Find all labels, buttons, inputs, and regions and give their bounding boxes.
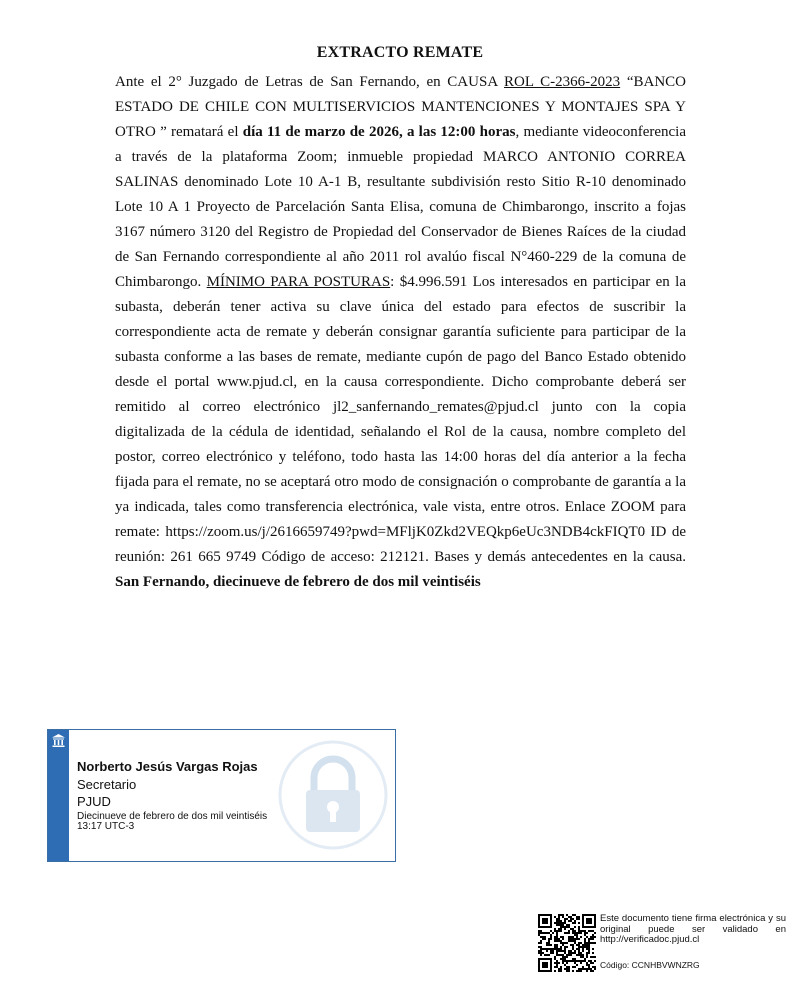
document-body: [115, 70, 686, 595]
minimum-bid-label: MÍNIMO PARA POSTURAS: [206, 274, 391, 290]
lock-icon: [278, 740, 388, 850]
body-conditions: : $4.996.591 Los interesados en participar en la subasta, deberán tener activa su clave única del estado para efectos de suscribir la correspondiente acta de remate y deberán consignar garantía suficiente para participar de la subasta conforme a las bases de remate, mediante cupón de pago del Banco Estado obtenido desde el portal www.pjud.cl, en la causa correspondiente. Dicho comprobante deberá ser remitido al correo electrónico jl2_sanfernando_remates@pjud.cl junto con la copia digitalizada de la cédula de identidad, señalando el Rol de la causa, nombre completo del postor, correo electrónico y teléfono, todo hasta las 14:00 horas del día anterior a la fecha fijada para el remate, no se aceptará otro modo de consignación o comprobante de garantía a la ya indicada, tales como transferencia electrónica, vale vista, entre otros. Enlace ZOOM para remate: https://zoom.us/j/2616659749?pwd=MFljK0Zkd2VEQkp6eUc3NDB4ckFIQT0 ID de reunión: 261 665 9749 Código de acceso: 212121. Bases y demás antecedentes en la causa.: [115, 274, 686, 565]
signature-time: 13:17 UTC-3: [77, 821, 135, 832]
body-intro: Ante el 2° Juzgado de Letras de San Fernando, en CAUSA: [115, 74, 505, 90]
body-property: , mediante videoconferencia a través de la plataforma Zoom; inmueble propiedad MARCO ANTONIO CORREA SALINAS denominado Lote 10 A-1 B, resultante subdivisión resto Sitio R-10 denominado Lote 10 A 1 Proyecto de Parcelación Santa Elisa, comuna de Chimbarongo, inscrito a fojas 3167 número 3120 del Registro de Propiedad del Conservador de Bienes Raíces de la ciudad de San Fernando correspondiente al año 2011 rol avalúo fiscal N°460-229 de la comuna de Chimbarongo.: [115, 124, 686, 290]
signer-organization: PJUD: [77, 794, 111, 809]
document-title: EXTRACTO REMATE: [316, 44, 484, 61]
signature-date: Diecinueve de febrero de dos mil veintiséis: [77, 811, 268, 822]
signer-name: Norberto Jesús Vargas Rojas: [77, 759, 258, 774]
signature-timestamp: [77, 812, 267, 832]
auction-date: día 11 de marzo de 2026, a las 12:00 horas: [242, 124, 516, 140]
signer-role: Secretario: [77, 777, 137, 792]
verification-notice: Este documento tiene firma electrónica y su original puede ser validado en http://verificadoc.pjud.cl: [600, 913, 786, 945]
qr-code[interactable]: [538, 914, 596, 972]
courthouse-icon: [51, 733, 66, 748]
signature-side-bar: [48, 730, 69, 861]
signature-box: [47, 729, 396, 862]
verification-code: Código: CCNHBVWNZRG: [600, 960, 700, 970]
closing-place-date: San Fernando, diecinueve de febrero de dos mil veintiséis: [115, 574, 481, 590]
case-rol: ROL C-2366-2023: [504, 74, 621, 90]
body-parties: “BANCO ESTADO DE CHILE CON MULTISERVICIOS MANTENCIONES Y MONTAJES SPA Y OTRO ” rematará el: [115, 74, 686, 140]
